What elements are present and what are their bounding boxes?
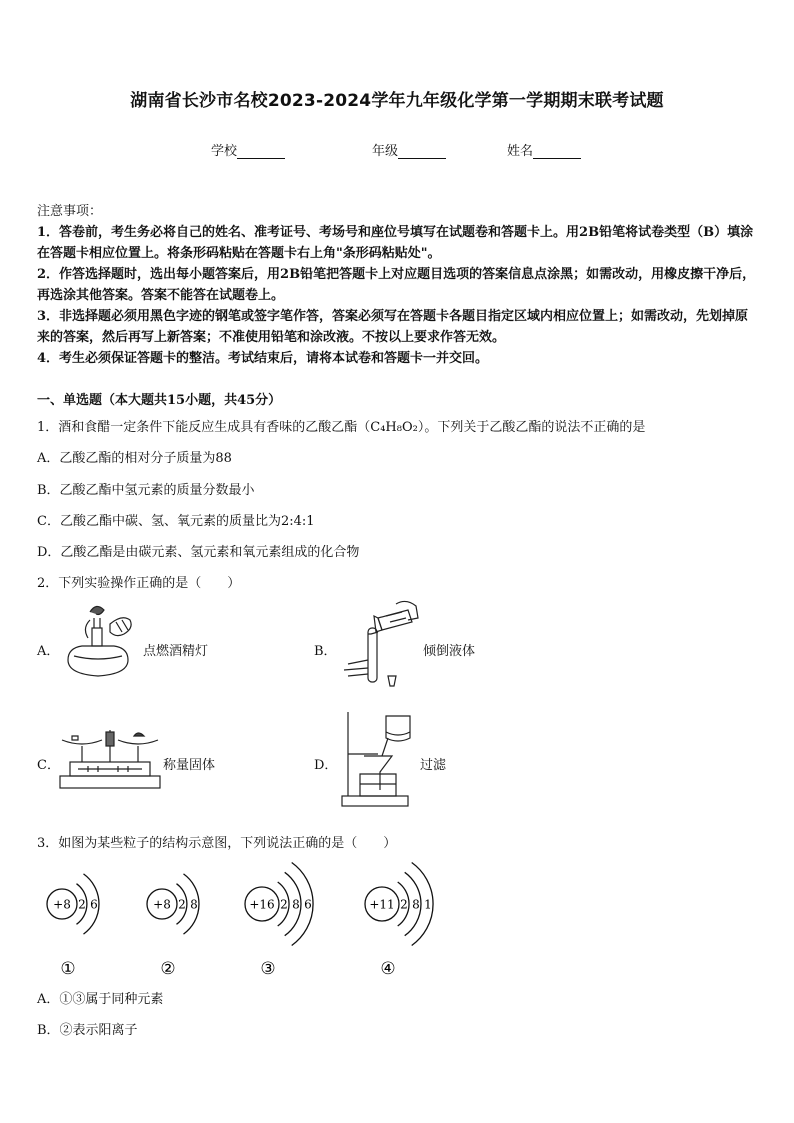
- shell-electron-count: 8: [190, 897, 198, 912]
- q2-stem: 2．下列实验操作正确的是（ ）: [37, 576, 241, 591]
- q2-option-a-letter: A．: [37, 644, 60, 659]
- q2-option-a-caption: 点燃酒精灯: [143, 644, 209, 659]
- q3-option-b: B．②表示阳离子: [37, 1023, 138, 1038]
- particle-1: [47, 874, 99, 979]
- grade-blank: [398, 145, 446, 159]
- note-item-3: 3．非选择题必须用黑色字迹的钢笔或签字笔作答，答案必须写在答题卡各题目指定区域内相应位置上；如需改动，先划掉原来的答案，然后再写上新答案；不准使用铅笔和涂改液。不按以上要求作答无效。: [37, 309, 749, 345]
- shell-electron-count: 1: [424, 897, 432, 912]
- alcohol-lamp-lighting-image: [60, 598, 144, 690]
- q1-option-c: C．乙酸乙酯中碳、氢、氧元素的质量比为2:4:1: [37, 514, 315, 529]
- particle-2: [147, 874, 199, 979]
- name-field: [507, 140, 581, 159]
- particle-4: [365, 863, 433, 980]
- q1-option-a: A．乙酸乙酯的相对分子质量为88: [37, 451, 232, 466]
- shell-electron-count: 2: [178, 897, 186, 912]
- nucleus-charge: +16: [249, 897, 275, 912]
- particle-label: ③: [260, 959, 276, 979]
- grade-field: [372, 140, 446, 159]
- shell-electron-count: 8: [292, 897, 300, 912]
- particle-3: [245, 863, 313, 980]
- balance-weighing-image: [58, 722, 162, 798]
- notes-section: [37, 201, 757, 369]
- notes-heading: 注意事项：: [37, 204, 103, 219]
- particle-label: ②: [160, 959, 176, 979]
- q2-option-d-caption: 过滤: [420, 758, 447, 773]
- page-title: 湖南省长沙市名校2023-2024学年九年级化学第一学期期末联考试题: [130, 91, 664, 111]
- name-blank: [533, 145, 581, 159]
- school-blank: [237, 145, 285, 159]
- q2-option-b-caption: 倾倒液体: [423, 644, 476, 659]
- note-item-1: 1．答卷前，考生务必将自己的姓名、准考证号、考场号和座位号填写在试题卷和答题卡上。用2B铅笔将试卷类型（B）填涂在答题卡相应位置上。将条形码粘贴在答题卡右上角"条形码粘贴处"。: [37, 225, 754, 261]
- school-field: [211, 140, 285, 159]
- shell-electron-count: 2: [400, 897, 408, 912]
- q3-option-a: A．①③属于同种元素: [37, 992, 164, 1007]
- school-label: 学校: [211, 144, 238, 159]
- particle-label: ①: [60, 959, 76, 979]
- shell-electron-count: 2: [280, 897, 288, 912]
- particle-label: ④: [380, 959, 396, 979]
- q2-option-d-letter: D．: [314, 758, 338, 773]
- q1-option-d: D．乙酸乙酯是由碳元素、氢元素和氧元素组成的化合物: [37, 545, 360, 560]
- shell-electron-count: 6: [90, 897, 98, 912]
- filtration-image: [338, 710, 416, 810]
- particle-structure-diagrams: [30, 852, 470, 982]
- q1-stem: 1．酒和食醋一定条件下能反应生成具有香味的乙酸乙酯（C₄H₈O₂）。下列关于乙酸乙酯的说法不正确的是: [37, 420, 646, 435]
- nucleus-charge: +8: [153, 897, 171, 912]
- section-heading: 一、单选题（本大题共15小题，共45分）: [37, 393, 282, 408]
- q2-option-c-letter: C．: [37, 758, 60, 773]
- pouring-liquid-image: [338, 598, 424, 690]
- q2-option-c-caption: 称量固体: [163, 758, 216, 773]
- shell-electron-count: 6: [304, 897, 312, 912]
- nucleus-charge: +8: [53, 897, 71, 912]
- grade-label: 年级: [372, 144, 399, 159]
- nucleus-charge: +11: [369, 897, 395, 912]
- q2-option-b-letter: B．: [314, 644, 337, 659]
- q1-option-b: B．乙酸乙酯中氢元素的质量分数最小: [37, 483, 255, 498]
- note-item-2: 2．作答选择题时，选出每小题答案后，用2B铅笔把答题卡上对应题目选项的答案信息点涂黑；如需改动，用橡皮擦干净后，再选涂其他答案。答案不能答在试题卷上。: [37, 267, 756, 303]
- q3-stem: 3．如图为某些粒子的结构示意图，下列说法正确的是（ ）: [37, 836, 397, 851]
- shell-electron-count: 2: [78, 897, 86, 912]
- name-label: 姓名: [507, 144, 534, 159]
- note-item-4: 4．考生必须保证答题卡的整洁。考试结束后，请将本试卷和答题卡一并交回。: [37, 351, 489, 366]
- shell-electron-count: 8: [412, 897, 420, 912]
